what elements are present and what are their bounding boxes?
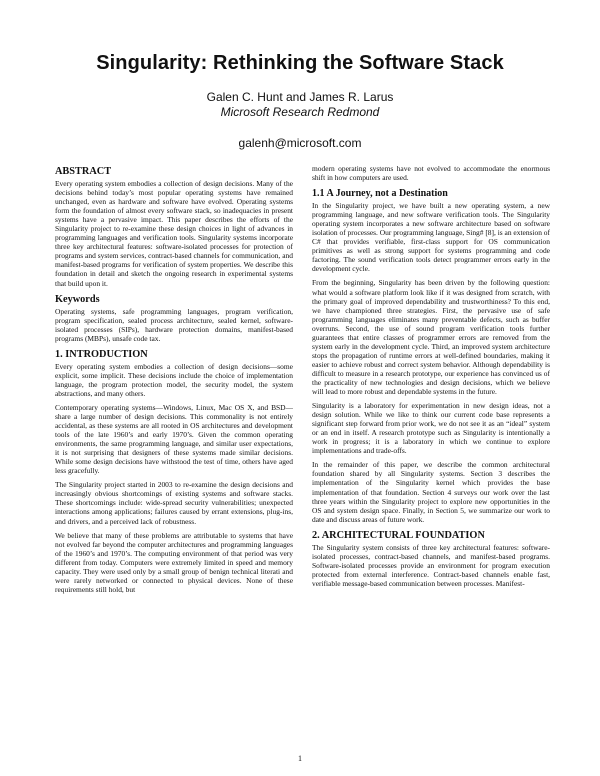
page-number: 1 xyxy=(298,754,302,763)
right-column xyxy=(312,164,550,593)
introduction-heading: 1. INTRODUCTION xyxy=(55,348,148,360)
architecture-heading: 2. ARCHITECTURAL FOUNDATION xyxy=(312,529,485,541)
paper-title: Singularity: Rethinking the Software Stack xyxy=(96,52,504,74)
author-names: Galen C. Hunt and James R. Larus xyxy=(206,90,394,104)
paragraph: Singularity is a laboratory for experimentation in new design ideas, not a design solution. While we like to think our current code base represents a significant step forward from prior work, we do not see it as an “ideal” system or an end in itself. A research prototype such as Singularity is intentionally a work in progress; it is a laboratory in which we continue to explore implementations and trade-offs. xyxy=(312,401,550,456)
paragraph: We believe that many of these problems are attributable to systems that have not evolved far beyond the computer architectures and programming languages of the 1960’s and 1970’s. The computing environment of that period was very different from today. Computers were extremely limited in speed and memory capacity. They were used only by a small group of benign technical literati and were rarely networked or connected to physical devices. None of these requirements still hold, but xyxy=(55,530,293,594)
paragraph: Every operating system embodies a collection of design decisions—some explicit, some implicit. These decisions include the choice of implementation language, the program protection model, the security model, the system abstractions, and many others. xyxy=(55,361,293,398)
subsection-heading: 1.1 A Journey, not a Destination xyxy=(312,188,448,200)
paragraph: In the Singularity project, we have built a new operating system, a new programming language, and new software verification tools. The Singularity operating system incorporates a new software architecture based on software isolation of processes. Our programming language, Sing# [8], is an extension of C# that provides verifiable, first-class support for OS communication primitives as well as strong support for systems programming and code factoring. The sound verification tools detect programmer errors early in the development cycle. xyxy=(312,201,550,274)
paragraph: In the remainder of this paper, we describe the common architectural foundation shared by all Singularity systems. Section 3 describes the implementation of the Singularity kernel which provides the base implementation of that foundation. Section 4 surveys our work over the last three years within the Singularity project to explore new opportunities in the OS and system design space. Finally, in Section 5, we summarize our work to date and discuss areas of future work. xyxy=(312,460,550,524)
paragraph: modern operating systems have not evolved to accommodate the enormous shift in how computers are used. xyxy=(312,164,550,183)
author-block xyxy=(0,90,600,120)
keywords-heading: Keywords xyxy=(55,293,100,305)
author-email: galenh@microsoft.com xyxy=(238,136,362,150)
keywords-text: Operating systems, safe programming languages, program verification, program specification, sealed process architecture, sealed kernel, software-isolated processes (SIPs), hardware protection domains, manifest-based programs (MBPs), unsafe code tax. xyxy=(55,306,293,343)
abstract-heading: ABSTRACT xyxy=(55,166,112,177)
left-column xyxy=(55,166,293,599)
author-affiliation: Microsoft Research Redmond xyxy=(220,105,380,119)
paragraph: The Singularity project started in 2003 to re-examine the design decisions and increasingly obvious shortcomings of existing systems and software stacks. These shortcomings include: wide-spread security vulnerabilities; unexpected interactions among applications; failures caused by errant extensions, plug-ins, and drivers, and a perceived lack of robustness. xyxy=(55,480,293,526)
paragraph: Contemporary operating systems—Windows, Linux, Mac OS X, and BSD—share a large number of design decisions. This commonality is not entirely accidental, as these systems are all rooted in OS architectures and development tools of the late 1960’s and early 1970’s. Given the common operating environments, the same programming language, and similar user expectations, it is not surprising that designers of these systems made similar decisions. While some design decisions have withstood the test of time, others have aged less gracefully. xyxy=(55,402,293,476)
paragraph: The Singularity system consists of three key architectural features: software-isolated processes, contract-based channels, and manifest-based programs. Software-isolated processes provide an environment for program execution protected from external interference. Contract-based channels enable fast, verifiable message-based communication between processes. Manifest- xyxy=(312,542,550,588)
abstract-text: Every operating system embodies a collection of design decisions. Many of the decisions behind today’s most popular operating systems have remained unchanged, even as hardware and software have evolved. Operating systems form the foundation of almost every software stack, so inadequacies in present systems have a pervasive impact. This paper describes the efforts of the Singularity project to re-examine these design choices in light of advances in programming languages and verification tools. Singularity systems incorporate three key architectural features: software-isolated processes for protection of programs and system services, contract-based channels for communication, and manifest-based programs for verification of system properties. We describe this foundation in detail and sketch the ongoing research in experimental systems that build upon it. xyxy=(55,179,293,288)
paragraph: From the beginning, Singularity has been driven by the following question: what would a software platform look like if it was designed from scratch, with the primary goal of improved dependability and trustworthiness? To this end, we have championed three strategies. First, the pervasive use of safe programming languages eliminates many preventable defects, such as buffer overruns. Second, the use of sound program verification tools further guarantees that entire classes of programmer errors are removed from the system early in the development cycle. Third, an improved system architecture stops the propagation of runtime errors at well-defined boundaries, making it easier to achieve robust and correct system behavior. Although dependability is difficult to measure in a research prototype, our experience has convinced us of the practicality of new technologies and design decisions, which we believe will lead to more robust and dependable systems in the future. xyxy=(312,278,550,397)
